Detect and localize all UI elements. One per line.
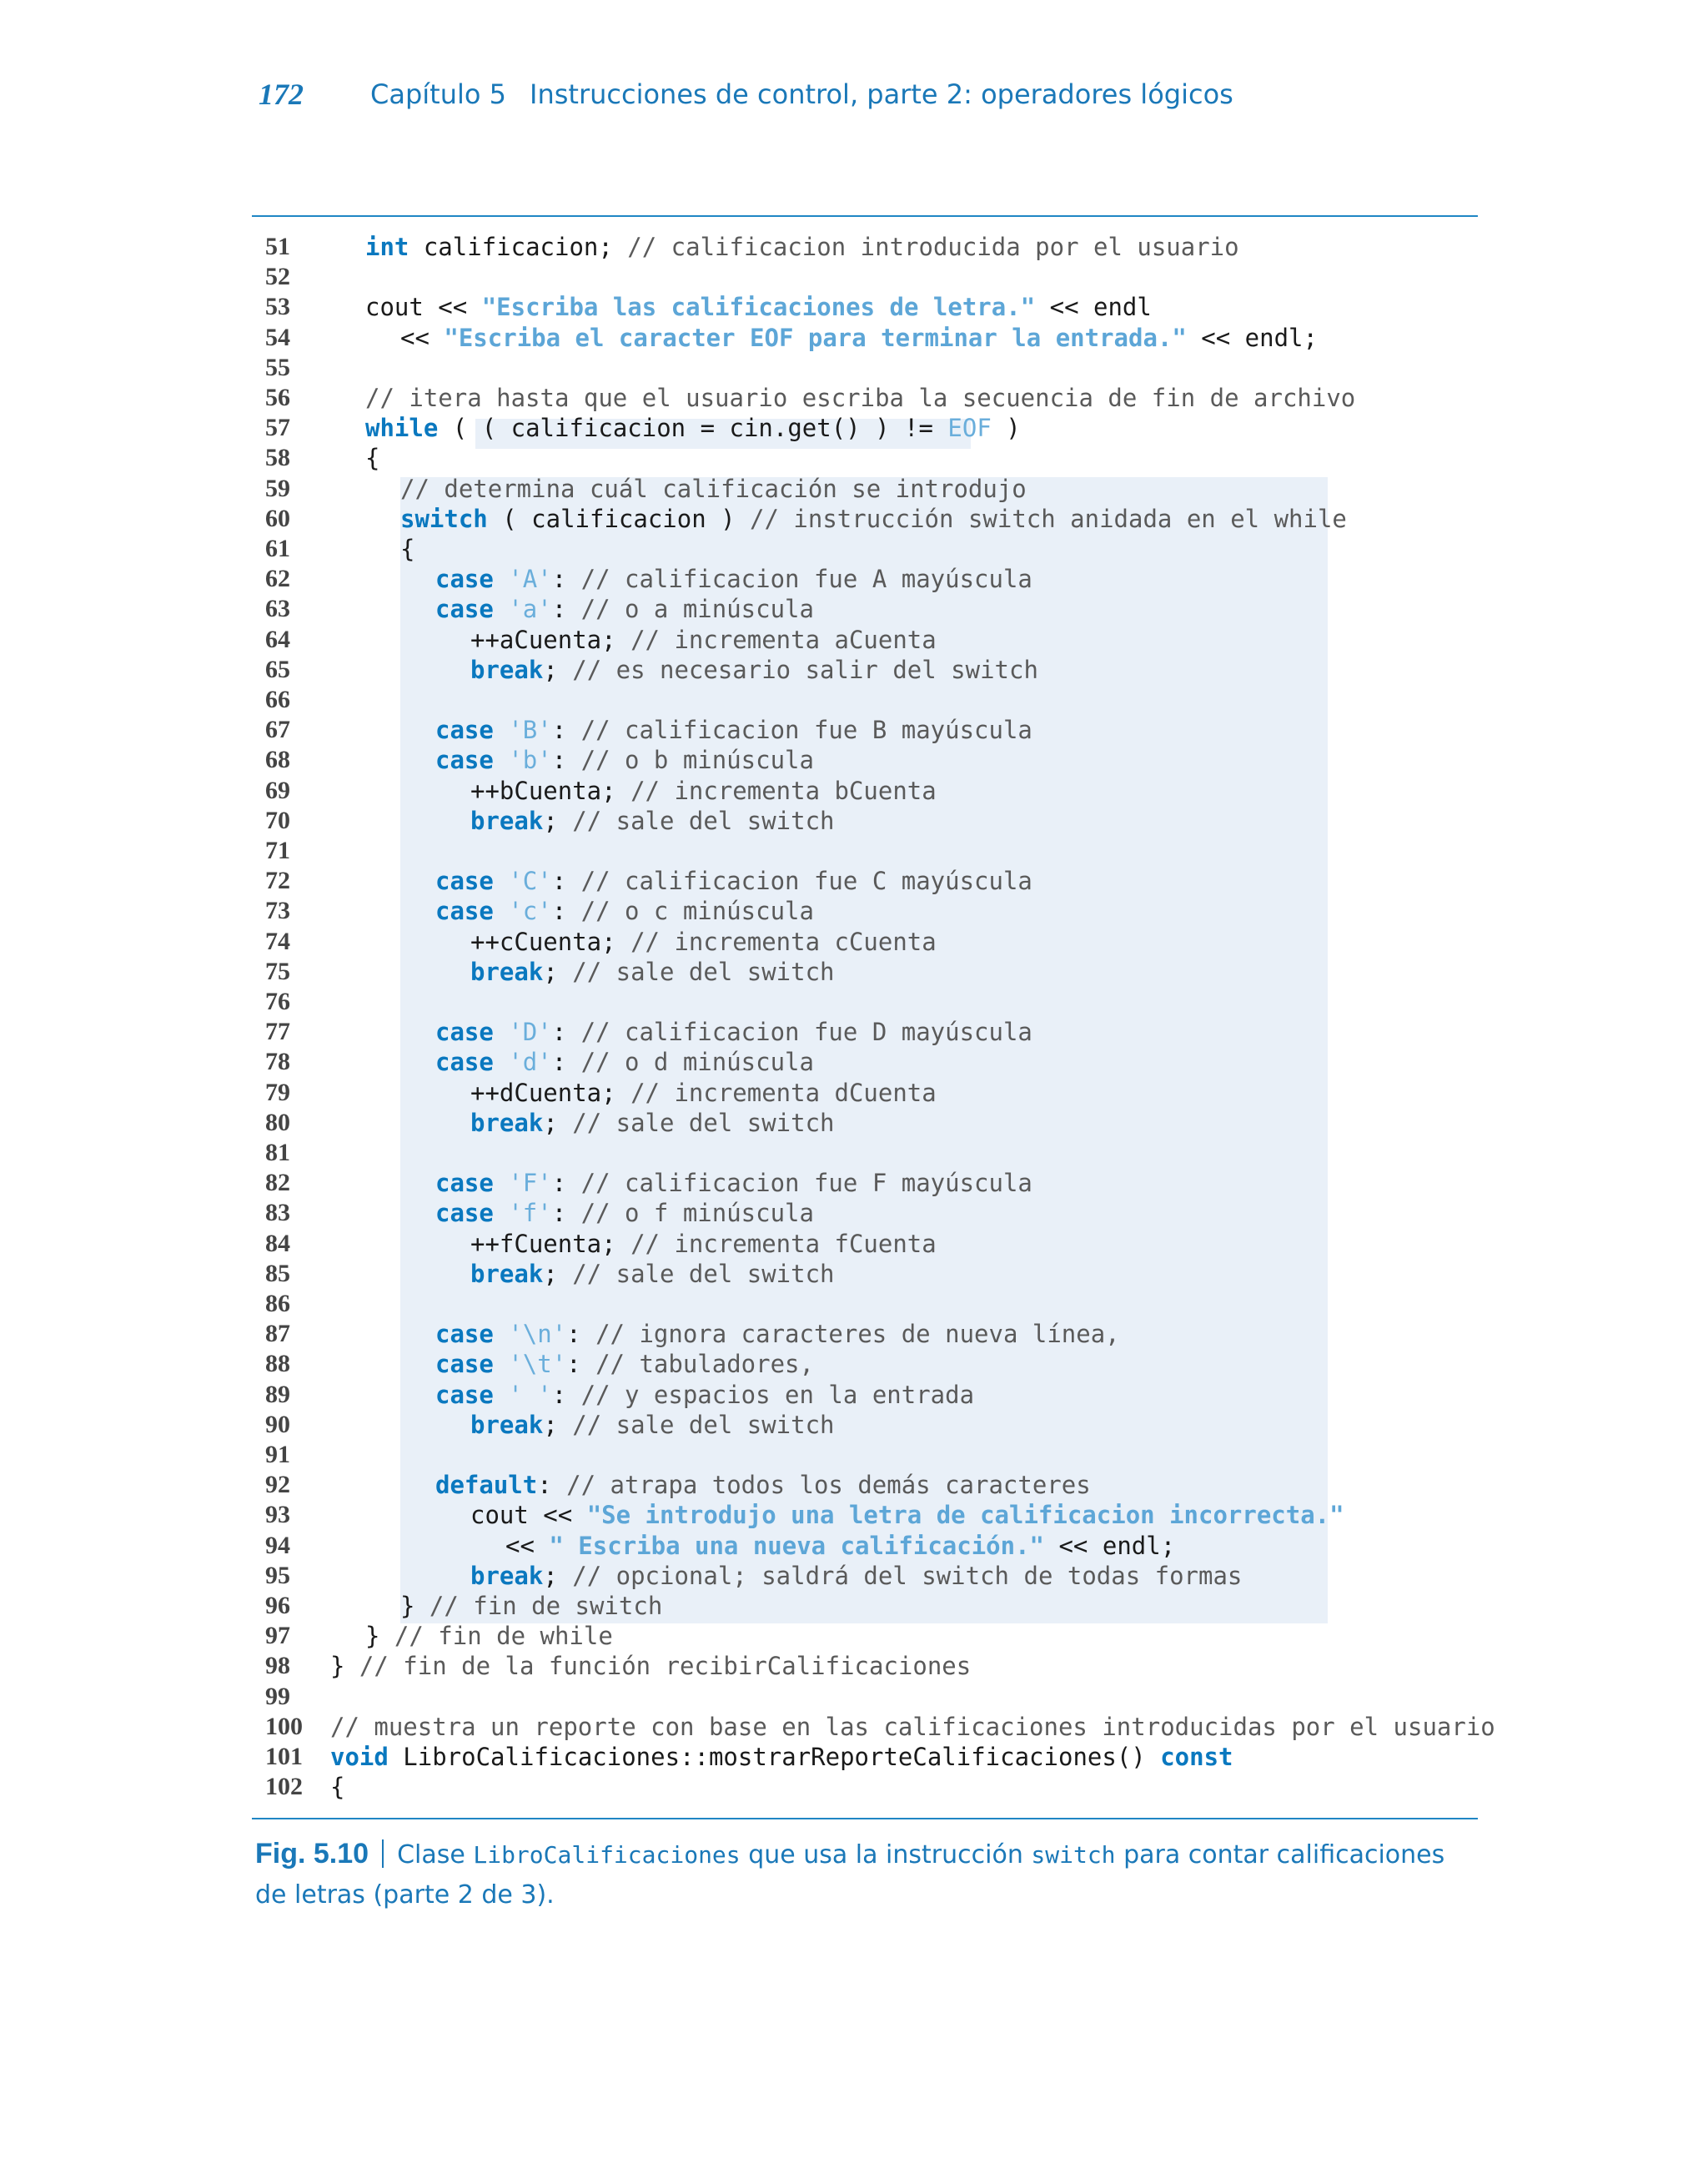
code-token: case (435, 867, 494, 896)
line-number: 83 (265, 1199, 290, 1227)
code-token: case (435, 1350, 494, 1379)
code-token: 'B' (508, 716, 552, 745)
line-number: 90 (265, 1410, 290, 1438)
code-token: "Se introdujo una letra de calificacion incorrecta." (586, 1501, 1344, 1530)
line-number: 61 (265, 535, 290, 562)
code-token: : (551, 1169, 581, 1198)
code-token: int (365, 233, 409, 261)
code-token: '\t' (508, 1350, 567, 1379)
code-token: } (330, 1652, 359, 1681)
line-number: 68 (265, 746, 290, 774)
code-token: << endl; (1044, 1531, 1176, 1560)
code-token: case (435, 565, 494, 594)
code-token: cout << (470, 1501, 587, 1530)
line-number: 87 (265, 1320, 290, 1348)
code-token: ; (543, 1410, 573, 1439)
code-token: // instrucción switch anidada en el while (750, 504, 1347, 533)
line-number: 75 (265, 957, 290, 985)
code-token (494, 1320, 508, 1348)
code-token: << endl; (1186, 323, 1318, 352)
line-number: 82 (265, 1169, 290, 1197)
line-number: 67 (265, 716, 290, 744)
code-token: : (551, 1048, 581, 1077)
code-token: case (435, 1169, 494, 1198)
code-token: // incrementa cCuenta (630, 927, 937, 956)
code-text (470, 1561, 1242, 1591)
code-token: // sale del switch (572, 957, 835, 986)
code-text (435, 1017, 1032, 1047)
code-text (365, 292, 1152, 322)
code-token: ++cCuenta; (470, 927, 631, 956)
code-token: { (400, 535, 415, 563)
code-text (435, 1198, 814, 1228)
code-token: << (400, 323, 445, 352)
line-number: 77 (265, 1018, 290, 1046)
code-token (494, 1350, 508, 1378)
code-token: // opcional; saldrá del switch de todas formas (572, 1561, 1243, 1590)
code-token: break (470, 655, 544, 684)
code-token: // determina cuál calificación se introdujo (400, 474, 1027, 503)
code-token: ++fCuenta; (470, 1229, 631, 1258)
code-token: // tabuladores, (595, 1350, 814, 1379)
code-token: ; (543, 655, 573, 684)
code-token: 'F' (508, 1169, 552, 1198)
code-text (470, 1500, 1344, 1530)
line-number: 101 (265, 1743, 303, 1770)
code-token: break (470, 1410, 544, 1439)
code-token: : (551, 716, 581, 745)
line-number: 92 (265, 1471, 290, 1499)
code-text (400, 1591, 662, 1621)
figure-caption (255, 1834, 1481, 1915)
code-text (435, 1349, 814, 1379)
code-token: } (400, 1592, 430, 1620)
code-text (470, 1108, 835, 1138)
code-token: ; (543, 1259, 573, 1288)
code-text (435, 1380, 974, 1410)
code-text (435, 1047, 814, 1077)
code-token (494, 897, 508, 925)
line-number: 56 (265, 384, 290, 411)
caption-text-2: que usa la instrucción (740, 1840, 1032, 1870)
code-token: // sale del switch (572, 1410, 835, 1439)
code-token: ; (543, 1561, 573, 1590)
code-token: case (435, 716, 494, 745)
code-text (400, 323, 1318, 353)
code-token: break (470, 1259, 544, 1288)
code-token: << (505, 1531, 550, 1560)
line-number: 71 (265, 837, 290, 864)
top-rule (252, 215, 1478, 217)
code-token: << endl (1035, 293, 1152, 322)
code-token: // fin de switch (429, 1592, 663, 1620)
line-number: 78 (265, 1048, 290, 1076)
code-text (400, 474, 1027, 504)
code-token: case (435, 1380, 494, 1409)
line-number: 99 (265, 1682, 290, 1710)
code-token: { (365, 444, 380, 473)
code-token: void (330, 1743, 389, 1771)
code-token: // muestra un reporte con base en las calificaciones introducidas por el usuario (330, 1712, 1495, 1741)
code-token (494, 1199, 508, 1227)
code-token: '\n' (508, 1320, 567, 1349)
code-text (400, 534, 414, 564)
code-token: ( calificacion ) (487, 504, 751, 533)
code-token: 'f' (508, 1199, 552, 1228)
code-token: : (551, 595, 581, 624)
code-text (470, 927, 937, 957)
line-number: 89 (265, 1380, 290, 1408)
code-text (435, 745, 814, 775)
bottom-rule (252, 1818, 1478, 1819)
line-number: 72 (265, 867, 290, 895)
code-text (470, 1229, 937, 1259)
line-number: 63 (265, 595, 290, 623)
line-number: 85 (265, 1259, 290, 1287)
code-token: break (470, 1108, 544, 1137)
code-token: { (330, 1773, 345, 1802)
code-token: while (365, 414, 439, 443)
code-token: // calificacion fue A mayúscula (580, 565, 1032, 594)
line-number: 102 (265, 1773, 303, 1801)
code-text (330, 1712, 1495, 1742)
code-token: cout << (365, 293, 482, 322)
line-number: 93 (265, 1501, 290, 1529)
line-number: 65 (265, 655, 290, 683)
code-token: LibroCalificaciones::mostrarReporteCalificaciones() (388, 1743, 1161, 1771)
code-token: break (470, 957, 544, 986)
code-token: case (435, 595, 494, 624)
code-token: 'c' (508, 897, 552, 926)
code-token: case (435, 1199, 494, 1228)
line-number: 95 (265, 1561, 290, 1589)
code-token: // sale del switch (572, 806, 835, 835)
code-text (330, 1772, 344, 1802)
code-token: : (551, 867, 581, 896)
code-token (494, 746, 508, 774)
code-token: : (566, 1320, 596, 1349)
code-token: // o b minúscula (580, 746, 814, 775)
line-number: 51 (265, 233, 290, 260)
line-number: 66 (265, 686, 290, 713)
code-text (435, 1168, 1032, 1198)
code-token: : (551, 746, 581, 775)
line-number: 96 (265, 1592, 290, 1619)
line-number: 86 (265, 1290, 290, 1317)
code-token: case (435, 1320, 494, 1349)
line-number: 59 (265, 474, 290, 502)
code-token (494, 595, 508, 623)
caption-text-1: Clase (397, 1840, 474, 1870)
code-token: ; (543, 957, 573, 986)
code-token: // incrementa dCuenta (630, 1078, 937, 1107)
code-token: default (435, 1471, 538, 1500)
line-number: 74 (265, 927, 290, 955)
code-token: ++dCuenta; (470, 1078, 631, 1107)
code-token: 'C' (508, 867, 552, 896)
code-token: case (435, 1018, 494, 1047)
code-token: "Escriba las calificaciones de letra." (481, 293, 1036, 322)
caption-code-class: LibroCalificaciones (473, 1841, 741, 1869)
code-text (470, 1259, 835, 1289)
code-token: 'd' (508, 1048, 552, 1077)
code-token (494, 867, 508, 895)
line-number: 70 (265, 806, 290, 834)
code-text (435, 715, 1032, 745)
line-number: 60 (265, 504, 290, 532)
code-text (470, 776, 937, 806)
line-number: 80 (265, 1108, 290, 1136)
code-text (400, 504, 1347, 534)
line-number: 62 (265, 565, 290, 593)
code-text (330, 1742, 1233, 1772)
code-token (494, 1018, 508, 1046)
code-text (470, 625, 937, 655)
code-token: // y espacios en la entrada (580, 1380, 975, 1409)
code-token: // fin de while (394, 1622, 613, 1651)
code-token: ( ( calificacion = cin.get() ) != (438, 414, 948, 443)
code-token: ++bCuenta; (470, 776, 631, 805)
code-token: : (551, 1380, 581, 1409)
code-token: EOF (947, 414, 992, 443)
line-number: 73 (265, 897, 290, 925)
code-text (365, 443, 379, 473)
line-number: 81 (265, 1139, 290, 1166)
code-token: : (551, 897, 581, 926)
code-text (435, 594, 814, 624)
code-token: ) (991, 414, 1021, 443)
code-token: // itera hasta que el usuario escriba la secuencia de fin de archivo (365, 384, 1356, 412)
code-text (435, 896, 814, 926)
code-token: // calificacion introducida por el usuario (627, 233, 1239, 261)
line-number: 91 (265, 1441, 290, 1468)
page-number: 172 (259, 78, 304, 111)
code-text (435, 564, 1032, 594)
code-token: // incrementa fCuenta (630, 1229, 937, 1258)
line-number: 53 (265, 293, 290, 321)
code-token: ; (543, 1108, 573, 1137)
line-number: 76 (265, 988, 290, 1015)
line-number: 100 (265, 1712, 303, 1740)
code-token: // ignora caracteres de nueva línea, (595, 1320, 1120, 1349)
code-token: ++aCuenta; (470, 625, 631, 654)
code-token: ; (543, 806, 573, 835)
code-text (505, 1531, 1175, 1561)
code-text (435, 866, 1032, 896)
code-text (470, 655, 1038, 685)
line-number: 57 (265, 414, 290, 442)
code-token (494, 1381, 508, 1409)
code-token (494, 1048, 508, 1076)
code-token: // incrementa bCuenta (630, 776, 937, 805)
code-token: // incrementa aCuenta (630, 625, 937, 654)
code-token: : (551, 1199, 581, 1228)
code-token: case (435, 1048, 494, 1077)
code-token: "Escriba el caracter EOF para terminar la entrada." (444, 323, 1187, 352)
code-token: : (551, 1018, 581, 1047)
code-token: // sale del switch (572, 1108, 835, 1137)
code-text (435, 1470, 1091, 1500)
code-token: : (537, 1471, 567, 1500)
line-number: 88 (265, 1350, 290, 1378)
code-token: break (470, 806, 544, 835)
code-token: switch (400, 504, 488, 533)
caption-separator (382, 1839, 384, 1868)
code-token: " Escriba una nueva calificación." (549, 1531, 1045, 1560)
code-text (470, 957, 835, 987)
code-token: 'D' (508, 1018, 552, 1047)
line-number: 64 (265, 625, 290, 653)
code-token: // calificacion fue B mayúscula (580, 716, 1032, 745)
code-token: 'a' (508, 595, 552, 624)
line-number: 55 (265, 353, 290, 381)
line-number: 84 (265, 1229, 290, 1257)
code-token: // calificacion fue F mayúscula (580, 1169, 1032, 1198)
code-token (494, 1169, 508, 1197)
code-token (494, 716, 508, 744)
caption-code-switch: switch (1031, 1841, 1116, 1869)
code-token: // o a minúscula (580, 595, 814, 624)
code-text (470, 806, 835, 836)
code-text (365, 413, 1021, 443)
code-token: // es necesario salir del switch (572, 655, 1038, 684)
code-token: // sale del switch (572, 1259, 835, 1288)
code-token: } (365, 1622, 394, 1651)
line-number: 79 (265, 1078, 290, 1106)
line-number: 97 (265, 1622, 290, 1650)
code-token: ' ' (508, 1380, 552, 1409)
line-number: 98 (265, 1652, 290, 1680)
code-text (365, 232, 1239, 262)
chapter-title: Instrucciones de control, parte 2: operadores lógicos (530, 78, 1233, 110)
code-token: // calificacion fue D mayúscula (580, 1018, 1032, 1047)
code-token: 'A' (508, 565, 552, 594)
code-token: case (435, 897, 494, 926)
code-text (470, 1410, 835, 1440)
line-number: 58 (265, 444, 290, 472)
code-token: // o f minúscula (580, 1199, 814, 1228)
code-token: : (566, 1350, 596, 1379)
line-number: 94 (265, 1531, 290, 1559)
chapter-label: Capítulo 5 (370, 78, 506, 110)
code-token: calificacion; (409, 233, 628, 261)
code-token: 'b' (508, 746, 552, 775)
line-number: 52 (265, 263, 290, 291)
code-token: break (470, 1561, 544, 1590)
line-number: 69 (265, 776, 290, 804)
code-token: // o d minúscula (580, 1048, 814, 1077)
caption-text-3: para contar calificaciones de letras (parte 2 de 3). (255, 1840, 1445, 1910)
code-token (494, 565, 508, 593)
code-text (330, 1651, 971, 1681)
code-text (435, 1319, 1120, 1349)
code-token: // atrapa todos los demás caracteres (566, 1471, 1091, 1500)
code-text (470, 1078, 937, 1108)
code-token: : (551, 565, 581, 594)
code-token: // fin de la función recibirCalificaciones (359, 1652, 972, 1681)
code-token: // calificacion fue C mayúscula (580, 867, 1032, 896)
code-text (365, 1621, 613, 1651)
code-token: case (435, 746, 494, 775)
line-number: 54 (265, 323, 290, 351)
code-token: // o c minúscula (580, 897, 814, 926)
code-text (365, 383, 1355, 413)
code-token: const (1160, 1743, 1233, 1771)
figure-label: Fig. 5.10 (255, 1838, 369, 1870)
